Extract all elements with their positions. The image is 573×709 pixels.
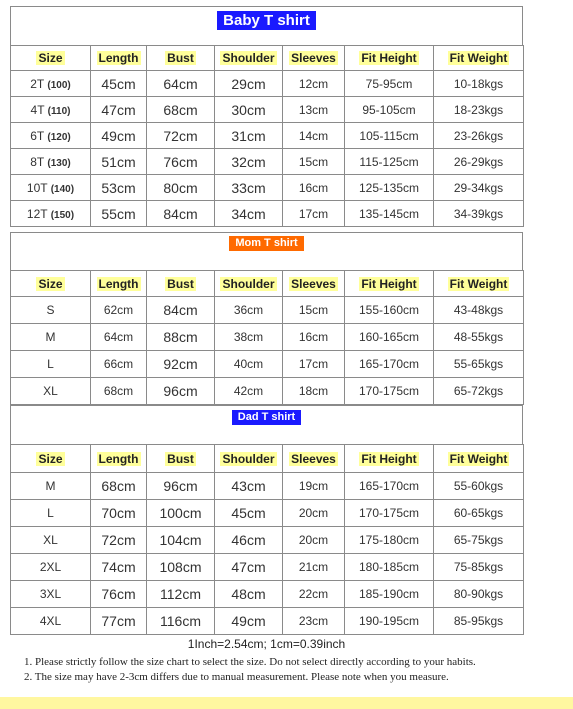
column-header-label: Length [98, 276, 139, 291]
cell-size [11, 297, 91, 324]
cell-shoulder: 36cm [215, 297, 283, 324]
size-label: 10T [26, 180, 48, 195]
cell-size [11, 378, 91, 405]
size-label: 4XL [39, 614, 62, 628]
cell-weight: 80-90kgs [434, 581, 524, 608]
column-header-size [11, 46, 91, 71]
cell-sleeves: 19cm [283, 473, 345, 500]
cell-length: 68cm [91, 473, 147, 500]
size-label: 4T [30, 102, 45, 117]
column-header-label: Size [38, 276, 63, 291]
column-header-bust [147, 271, 215, 297]
size-label: M [45, 479, 56, 493]
table-row [11, 351, 524, 378]
cell-sleeves: 15cm [283, 149, 345, 175]
table-header-row [11, 445, 524, 473]
cell-shoulder: 29cm [215, 71, 283, 97]
cell-sleeves: 23cm [283, 608, 345, 635]
cell-size [11, 581, 91, 608]
cell-shoulder: 43cm [215, 473, 283, 500]
cell-shoulder: 38cm [215, 324, 283, 351]
cell-bust: 100cm [147, 500, 215, 527]
cell-length: 53cm [91, 175, 147, 201]
cell-height: 105-115cm [345, 123, 434, 149]
column-header-shoulder [215, 271, 283, 297]
cell-length: 62cm [91, 297, 147, 324]
size-notes [10, 634, 523, 686]
cell-size [11, 71, 91, 97]
dad-size-table [10, 444, 524, 635]
cell-shoulder: 45cm [215, 500, 283, 527]
cell-size [11, 149, 91, 175]
column-header-label: Size [38, 51, 63, 65]
cell-shoulder: 31cm [215, 123, 283, 149]
cell-sleeves: 17cm [283, 201, 345, 227]
size-label: 3XL [39, 587, 62, 601]
cell-weight: 10-18kgs [434, 71, 524, 97]
cell-weight: 29-34kgs [434, 175, 524, 201]
table-row [11, 473, 524, 500]
column-header-label: Fit Weight [449, 276, 508, 291]
cell-height: 165-170cm [345, 351, 434, 378]
cell-bust: 84cm [147, 201, 215, 227]
cell-height: 170-175cm [345, 500, 434, 527]
cell-size [11, 608, 91, 635]
column-header-shoulder [215, 445, 283, 473]
column-header-label: Sleeves [291, 276, 336, 291]
column-header-label: Fit Height [361, 51, 417, 65]
table-row [11, 608, 524, 635]
cell-bust: 80cm [147, 175, 215, 201]
size-label: M [45, 330, 56, 344]
size-label: L [47, 357, 54, 371]
column-header-label: Fit Height [361, 276, 417, 291]
size-label: 12T [26, 206, 48, 221]
size-label: 8T [30, 154, 45, 169]
column-header-label: Bust [167, 51, 194, 65]
table-row [11, 500, 524, 527]
cell-sleeves: 18cm [283, 378, 345, 405]
cell-size [11, 324, 91, 351]
cell-height: 175-180cm [345, 527, 434, 554]
column-header-bust [147, 445, 215, 473]
cell-length: 64cm [91, 324, 147, 351]
size-chart-sheet [10, 6, 523, 703]
cell-size [11, 97, 91, 123]
cell-length: 70cm [91, 500, 147, 527]
column-header-label: Shoulder [222, 276, 275, 291]
column-header-size [11, 445, 91, 473]
cell-length: 47cm [91, 97, 147, 123]
size-number: (130) [47, 157, 71, 169]
cell-sleeves: 13cm [283, 97, 345, 123]
cell-weight: 48-55kgs [434, 324, 524, 351]
mom-title: Mom T shirt [229, 236, 303, 251]
cell-weight: 55-65kgs [434, 351, 524, 378]
cell-length: 72cm [91, 527, 147, 554]
cell-sleeves: 14cm [283, 123, 345, 149]
column-header-sleeves [283, 445, 345, 473]
column-header-sleeves [283, 46, 345, 71]
table-header-row [11, 271, 524, 297]
cell-sleeves: 16cm [283, 324, 345, 351]
cell-shoulder: 32cm [215, 149, 283, 175]
cell-height: 185-190cm [345, 581, 434, 608]
mom-title-bar [10, 236, 523, 251]
column-header-label: Fit Weight [449, 51, 508, 65]
cell-weight: 18-23kgs [434, 97, 524, 123]
cell-size [11, 351, 91, 378]
table-row [11, 297, 524, 324]
cell-shoulder: 48cm [215, 581, 283, 608]
cell-shoulder: 40cm [215, 351, 283, 378]
table-row [11, 123, 524, 149]
size-label: XL [43, 533, 58, 547]
cell-size [11, 500, 91, 527]
cell-bust: 112cm [147, 581, 215, 608]
table-row [11, 378, 524, 405]
column-header-height [345, 46, 434, 71]
cell-weight: 65-75kgs [434, 527, 524, 554]
cell-weight: 65-72kgs [434, 378, 524, 405]
size-number: (140) [50, 183, 75, 195]
cell-sleeves: 12cm [283, 71, 345, 97]
table-row [11, 554, 524, 581]
cell-size [11, 554, 91, 581]
cell-bust: 96cm [147, 378, 215, 405]
cell-height: 95-105cm [345, 97, 434, 123]
cell-length: 55cm [91, 201, 147, 227]
table-row [11, 324, 524, 351]
column-header-bust [147, 46, 215, 71]
cell-shoulder: 42cm [215, 378, 283, 405]
cell-sleeves: 17cm [283, 351, 345, 378]
column-header-size [11, 271, 91, 297]
cell-sleeves: 20cm [283, 527, 345, 554]
cell-shoulder: 34cm [215, 201, 283, 227]
dad-title-bar [10, 410, 523, 425]
cell-weight: 34-39kgs [434, 201, 524, 227]
cell-size [11, 527, 91, 554]
cell-shoulder: 47cm [215, 554, 283, 581]
size-label: L [47, 506, 54, 520]
table-header-row [11, 46, 524, 71]
cell-sleeves: 22cm [283, 581, 345, 608]
cell-weight: 75-85kgs [434, 554, 524, 581]
note-line-1: 1. Please strictly follow the size chart to select the size. Do not select directly according to your habits. [24, 656, 476, 668]
column-header-weight [434, 445, 524, 473]
cell-weight: 60-65kgs [434, 500, 524, 527]
column-header-label: Shoulder [222, 51, 275, 65]
cell-length: 74cm [91, 554, 147, 581]
table-row [11, 97, 524, 123]
column-header-height [345, 445, 434, 473]
column-header-weight [434, 46, 524, 71]
size-number: (120) [47, 131, 71, 143]
cell-size [11, 175, 91, 201]
cell-sleeves: 15cm [283, 297, 345, 324]
cell-bust: 76cm [147, 149, 215, 175]
cell-weight: 23-26kgs [434, 123, 524, 149]
cell-weight: 85-95kgs [434, 608, 524, 635]
column-header-label: Sleeves [291, 451, 336, 466]
cell-bust: 84cm [147, 297, 215, 324]
cell-bust: 92cm [147, 351, 215, 378]
column-header-length [91, 46, 147, 71]
size-number: (110) [47, 105, 71, 117]
column-header-sleeves [283, 271, 345, 297]
cell-height: 190-195cm [345, 608, 434, 635]
cell-weight: 43-48kgs [434, 297, 524, 324]
column-header-weight [434, 271, 524, 297]
cell-bust: 108cm [147, 554, 215, 581]
cell-height: 125-135cm [345, 175, 434, 201]
baby-title: Baby T shirt [217, 11, 316, 30]
cell-size [11, 201, 91, 227]
cell-bust: 96cm [147, 473, 215, 500]
cell-length: 68cm [91, 378, 147, 405]
cell-height: 115-125cm [345, 149, 434, 175]
cell-bust: 72cm [147, 123, 215, 149]
column-header-label: Shoulder [222, 451, 275, 466]
dad-title: Dad T shirt [232, 410, 301, 425]
size-number: (100) [47, 79, 71, 91]
column-header-label: Bust [167, 276, 194, 291]
cell-shoulder: 30cm [215, 97, 283, 123]
cell-bust: 116cm [147, 608, 215, 635]
table-row [11, 581, 524, 608]
cell-length: 45cm [91, 71, 147, 97]
column-header-length [91, 271, 147, 297]
cell-height: 155-160cm [345, 297, 434, 324]
size-label: XL [43, 384, 58, 398]
column-header-label: Size [38, 451, 63, 466]
cell-height: 75-95cm [345, 71, 434, 97]
cell-sleeves: 16cm [283, 175, 345, 201]
cell-weight: 26-29kgs [434, 149, 524, 175]
mom-size-table [10, 270, 524, 405]
column-header-shoulder [215, 46, 283, 71]
cell-length: 76cm [91, 581, 147, 608]
cell-shoulder: 46cm [215, 527, 283, 554]
cell-weight: 55-60kgs [434, 473, 524, 500]
cell-height: 165-170cm [345, 473, 434, 500]
cell-bust: 68cm [147, 97, 215, 123]
cell-length: 66cm [91, 351, 147, 378]
column-header-label: Length [98, 51, 139, 65]
cell-bust: 64cm [147, 71, 215, 97]
baby-title-bar [10, 11, 523, 30]
cell-length: 51cm [91, 149, 147, 175]
cell-sleeves: 21cm [283, 554, 345, 581]
column-header-label: Bust [167, 451, 194, 466]
cell-sleeves: 20cm [283, 500, 345, 527]
table-row [11, 71, 524, 97]
column-header-height [345, 271, 434, 297]
column-header-label: Fit Weight [449, 451, 508, 466]
cell-shoulder: 49cm [215, 608, 283, 635]
bottom-strip [0, 697, 573, 709]
table-row [11, 175, 524, 201]
cell-size [11, 473, 91, 500]
cell-length: 77cm [91, 608, 147, 635]
size-label: 6T [30, 128, 45, 143]
cell-length: 49cm [91, 123, 147, 149]
size-label: 2XL [39, 560, 62, 574]
cell-shoulder: 33cm [215, 175, 283, 201]
column-header-label: Sleeves [291, 51, 336, 65]
cell-size [11, 123, 91, 149]
cell-height: 135-145cm [345, 201, 434, 227]
size-number: (150) [50, 209, 75, 221]
table-row [11, 149, 524, 175]
cell-bust: 88cm [147, 324, 215, 351]
note-line-2: 2. The size may have 2-3cm differs due to manual measurement. Please note when you measure. [24, 671, 449, 683]
column-header-label: Fit Height [361, 451, 417, 466]
size-label: S [46, 303, 55, 317]
table-row [11, 201, 524, 227]
baby-size-table [10, 45, 524, 227]
cell-bust: 104cm [147, 527, 215, 554]
cell-height: 170-175cm [345, 378, 434, 405]
table-row [11, 527, 524, 554]
size-label: 2T [30, 76, 45, 91]
unit-conversion: 1Inch=2.54cm; 1cm=0.39inch [187, 637, 346, 651]
column-header-length [91, 445, 147, 473]
cell-height: 160-165cm [345, 324, 434, 351]
cell-height: 180-185cm [345, 554, 434, 581]
column-header-label: Length [98, 451, 139, 466]
